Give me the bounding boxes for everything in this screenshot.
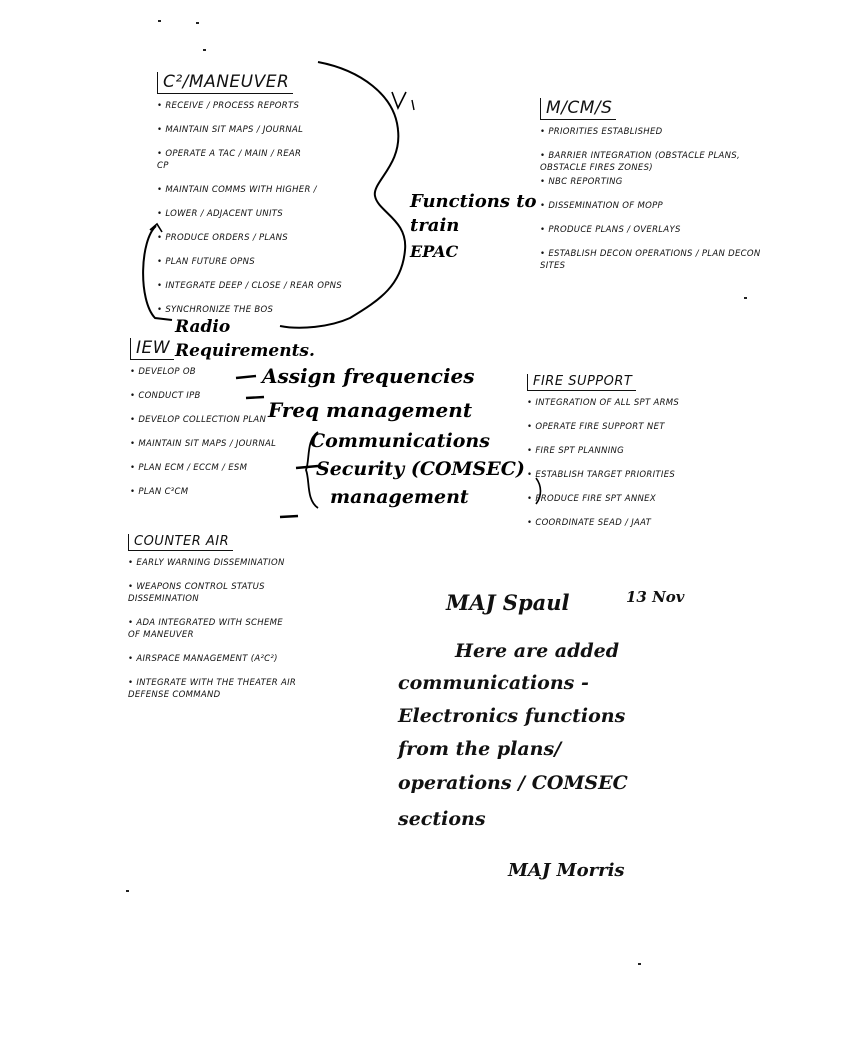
section-heading: COUNTER AIR bbox=[128, 534, 233, 551]
note-line: communications - bbox=[398, 672, 589, 694]
list-item: • PLAN C³CM bbox=[130, 486, 300, 498]
list-item: • INTEGRATE WITH THE THEATER AIR DEFENSE COMMAND bbox=[128, 677, 313, 701]
note-line: operations / COMSEC bbox=[398, 772, 628, 794]
note-signature: MAJ Morris bbox=[508, 860, 625, 881]
list-item: • PRODUCE FIRE SPT ANNEX bbox=[527, 493, 767, 505]
section-mcms bbox=[540, 98, 780, 284]
annotation-freq-management: Freq management bbox=[268, 398, 473, 422]
list-item: • INTEGRATE DEEP / CLOSE / REAR OPNS bbox=[157, 280, 387, 292]
list-item: • PLAN ECM / ECCM / ESM bbox=[130, 462, 300, 474]
page-speck bbox=[638, 963, 641, 965]
dash-below bbox=[280, 516, 298, 517]
page-speck bbox=[203, 49, 206, 51]
section-fire-support bbox=[527, 370, 767, 541]
hook-arrow bbox=[392, 92, 406, 108]
annotation-assign-frequencies: Assign frequencies bbox=[262, 364, 475, 388]
list-item: • WEAPONS CONTROL STATUS DISSEMINATION bbox=[128, 581, 288, 605]
list-item: • NBC REPORTING bbox=[540, 176, 780, 188]
page-speck bbox=[744, 297, 747, 299]
list-item: • MAINTAIN SIT MAPS / JOURNAL bbox=[130, 438, 300, 450]
note-line: MAJ Spaul bbox=[446, 590, 570, 615]
list-item: • MAINTAIN SIT MAPS / JOURNAL bbox=[157, 124, 387, 136]
list-item: • SYNCHRONIZE THE BOS bbox=[157, 304, 387, 316]
list-item: • AIRSPACE MANAGEMENT (A²C²) bbox=[128, 653, 328, 665]
annotation-epac: EPAC bbox=[410, 242, 459, 261]
list-item: • PRODUCE ORDERS / PLANS bbox=[157, 232, 387, 244]
annotation-functions: Functions to train bbox=[410, 191, 537, 236]
list-item: • LOWER / ADJACENT UNITS bbox=[157, 208, 387, 220]
list-item: • PRODUCE PLANS / OVERLAYS bbox=[540, 224, 780, 236]
section-heading: FIRE SUPPORT bbox=[527, 374, 636, 391]
list-item: • OPERATE A TAC / MAIN / REAR CP bbox=[157, 148, 307, 172]
annotation-radio-requirements: Radio Requirements. bbox=[175, 317, 315, 361]
list-item: • DISSEMINATION OF MOPP bbox=[540, 200, 780, 212]
list-item: • COORDINATE SEAD / JAAT bbox=[527, 517, 767, 529]
list-item: • OPERATE FIRE SUPPORT NET bbox=[527, 421, 767, 433]
page-speck bbox=[126, 890, 129, 892]
list-item: • PRIORITIES ESTABLISHED bbox=[540, 126, 780, 138]
annotation-communications: Communications bbox=[310, 430, 490, 452]
annotation-management: management bbox=[330, 486, 469, 508]
list-item: • RECEIVE / PROCESS REPORTS bbox=[157, 100, 387, 112]
list-item: • DEVELOP OB bbox=[130, 366, 300, 378]
list-item: • BARRIER INTEGRATION (OBSTACLE PLANS, OBSTACLE FIRES ZONES) bbox=[540, 150, 775, 174]
list-item: • MAINTAIN COMMS WITH HIGHER / bbox=[157, 184, 387, 196]
page-speck bbox=[196, 22, 199, 24]
section-heading: M/CM/S bbox=[540, 98, 616, 120]
note-line: sections bbox=[398, 808, 486, 830]
list-item: • ADA INTEGRATED WITH SCHEME OF MANEUVER bbox=[128, 617, 298, 641]
list-item: • DEVELOP COLLECTION PLAN bbox=[130, 414, 300, 426]
list-item: • FIRE SPT PLANNING bbox=[527, 445, 767, 457]
section-heading: C²/MANEUVER bbox=[157, 72, 293, 94]
note-line: Electronics functions bbox=[398, 705, 626, 727]
list-item: • PLAN FUTURE OPNS bbox=[157, 256, 387, 268]
list-item: • CONDUCT IPB bbox=[130, 390, 300, 402]
note-line: from the plans/ bbox=[398, 738, 562, 760]
list-item: • INTEGRATION OF ALL SPT ARMS bbox=[527, 397, 767, 409]
note-line: Here are added bbox=[455, 640, 620, 662]
page-speck bbox=[158, 20, 161, 22]
note-date: 13 Nov bbox=[626, 588, 685, 606]
section-c2-maneuver bbox=[157, 72, 387, 328]
list-item: • EARLY WARNING DISSEMINATION bbox=[128, 557, 328, 569]
section-counter-air bbox=[128, 530, 328, 713]
list-item: • ESTABLISH DECON OPERATIONS / PLAN DECON SITES bbox=[540, 248, 775, 272]
section-heading: IEW bbox=[130, 338, 174, 360]
list-item: • ESTABLISH TARGET PRIORITIES bbox=[527, 469, 767, 481]
annotation-security: Security (COMSEC) bbox=[316, 458, 525, 480]
